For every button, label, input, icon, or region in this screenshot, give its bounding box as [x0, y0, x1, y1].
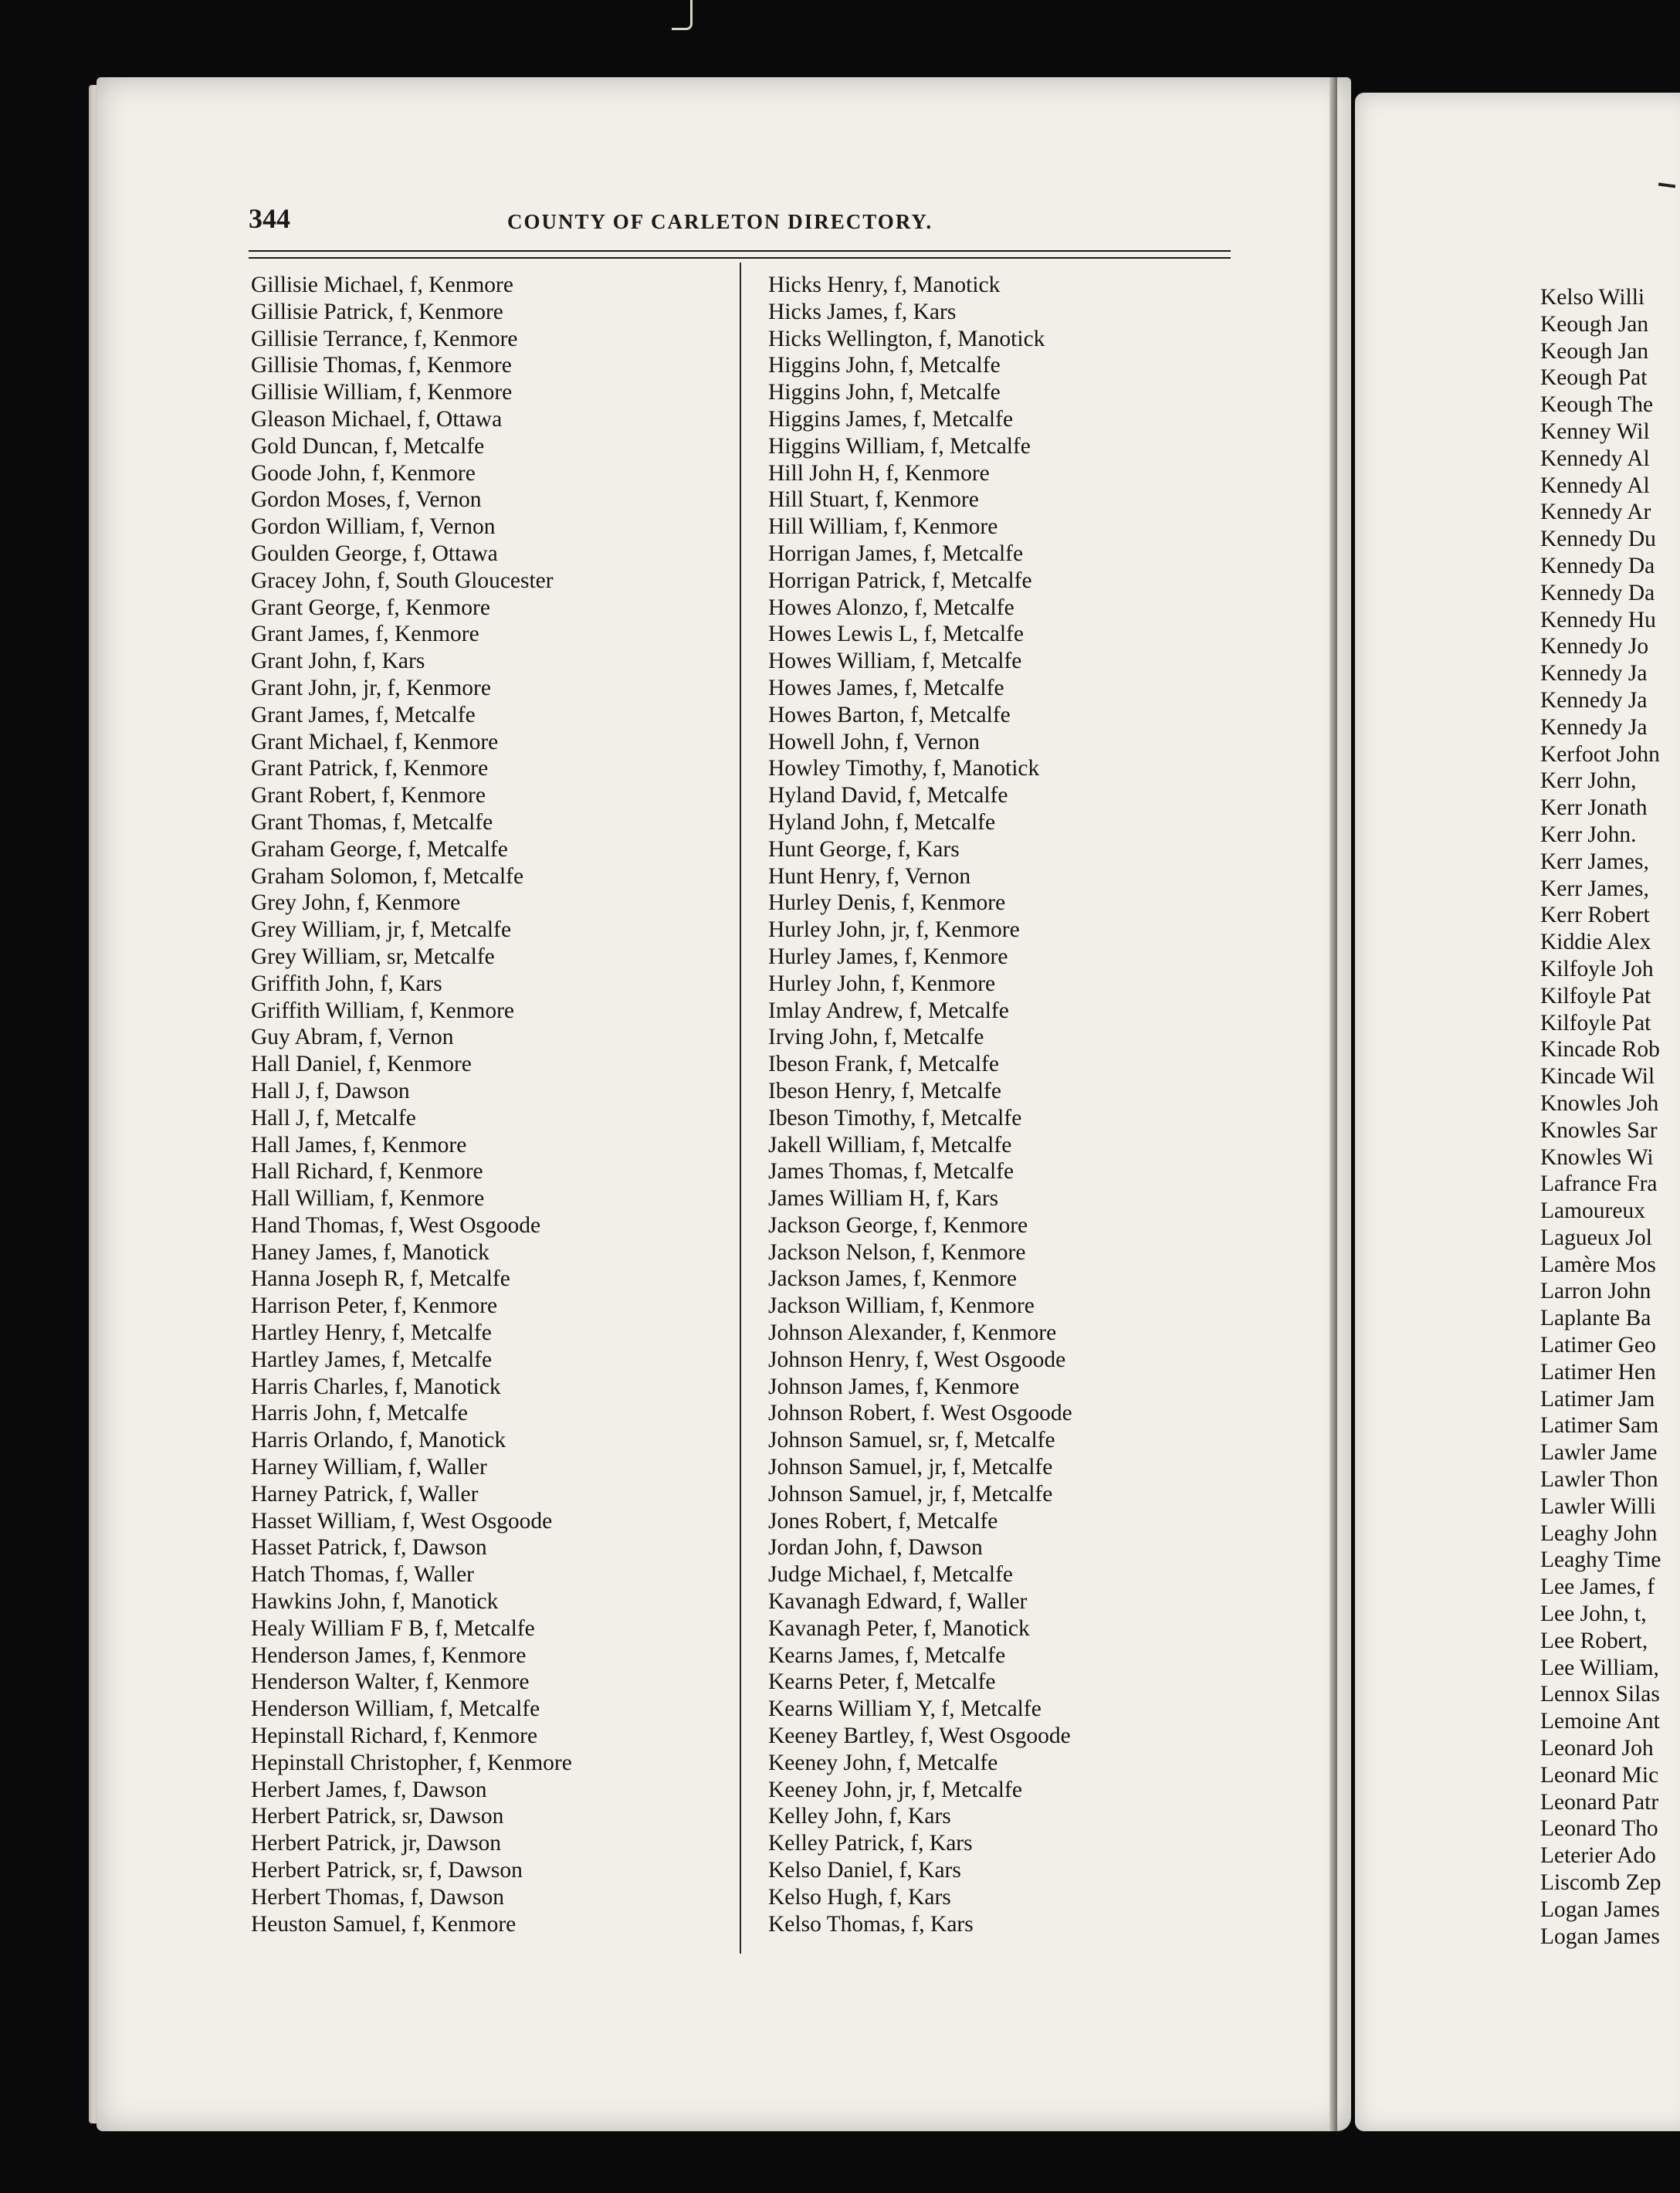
directory-entry: Grant George, f, Kenmore — [251, 595, 490, 620]
directory-entry: Gillisie William, f, Kenmore — [251, 380, 513, 405]
directory-entry: Gordon William, f, Vernon — [251, 514, 496, 540]
directory-entry: Laplante Ba — [1540, 1306, 1651, 1331]
directory-entry: Keeney John, f, Metcalfe — [768, 1750, 998, 1775]
header-rule — [249, 250, 1231, 259]
directory-entry: Howes Lewis L, f, Metcalfe — [768, 622, 1024, 647]
directory-entry: Keough The — [1540, 392, 1654, 418]
directory-entry: Johnson Robert, f. West Osgoode — [768, 1401, 1072, 1426]
page-number: 344 — [249, 203, 290, 234]
binding-mark — [672, 0, 693, 30]
directory-entry: Healy William F B, f, Metcalfe — [251, 1615, 535, 1641]
directory-entry: Kerr John. — [1540, 822, 1637, 847]
directory-entry: Henderson James, f, Kenmore — [251, 1642, 527, 1668]
directory-entry: Keeney John, jr, f, Metcalfe — [768, 1777, 1022, 1802]
directory-entry: Irving John, f, Metcalfe — [768, 1025, 984, 1050]
directory-entry: Jordan John, f, Dawson — [768, 1535, 983, 1561]
directory-entry: Howes James, f, Metcalfe — [768, 675, 1004, 700]
directory-entry: Hill Stuart, f, Kenmore — [768, 487, 979, 513]
directory-entry: Ibeson Henry, f, Metcalfe — [768, 1078, 1001, 1103]
directory-entry: Hurley John, jr, f, Kenmore — [768, 917, 1020, 943]
directory-entry: Kennedy Da — [1540, 580, 1655, 605]
directory-entry: Johnson Samuel, jr, f, Metcalfe — [768, 1455, 1053, 1480]
directory-entry: Imlay Andrew, f, Metcalfe — [768, 998, 1009, 1023]
directory-entry: Kiddie Alex — [1540, 930, 1651, 955]
directory-entry: Johnson Samuel, sr, f, Metcalfe — [768, 1428, 1055, 1453]
directory-entry: Gillisie Patrick, f, Kenmore — [251, 299, 503, 324]
directory-entry: Kilfoyle Pat — [1540, 983, 1651, 1008]
running-title: COUNTY OF CARLETON DIRECTORY. — [507, 210, 933, 233]
directory-entry: Kelso Thomas, f, Kars — [768, 1911, 974, 1937]
directory-entry: Knowles Joh — [1540, 1090, 1659, 1116]
directory-entry: Hyland John, f, Metcalfe — [768, 809, 996, 835]
directory-entry: Kennedy Ja — [1540, 661, 1648, 686]
directory-entry: Kennedy Jo — [1540, 634, 1649, 659]
directory-entry: Herbert Patrick, jr, Dawson — [251, 1831, 502, 1856]
directory-entry: Johnson Samuel, jr, f, Metcalfe — [768, 1481, 1053, 1507]
directory-entry: Kelso Daniel, f, Kars — [768, 1858, 961, 1883]
directory-entry: Kearns James, f, Metcalfe — [768, 1642, 1006, 1668]
directory-entry: Jackson William, f, Kenmore — [768, 1293, 1035, 1319]
directory-entry: Kerr John, — [1540, 768, 1637, 794]
directory-entry: Hasset William, f, West Osgoode — [251, 1508, 553, 1534]
directory-column-left — [251, 272, 730, 1937]
directory-entry: Hill John H, f, Kenmore — [768, 460, 990, 486]
directory-entry: Grey John, f, Kenmore — [251, 890, 461, 916]
directory-entry: Hurley Denis, f, Kenmore — [768, 890, 1006, 916]
directory-entry: Lawler Thon — [1540, 1467, 1658, 1493]
directory-entry: Higgins John, f, Metcalfe — [768, 353, 1001, 378]
directory-entry: Lee William, — [1540, 1655, 1659, 1680]
directory-entry: Latimer Sam — [1540, 1413, 1659, 1439]
directory-entry: Goode John, f, Kenmore — [251, 460, 476, 486]
directory-entry: Kerr Robert — [1540, 903, 1650, 928]
directory-entry: Keeney Bartley, f, West Osgoode — [768, 1724, 1071, 1749]
directory-entry: Herbert James, f, Dawson — [251, 1777, 487, 1802]
directory-entry: Kennedy Al — [1540, 473, 1650, 498]
directory-entry: Lawler Willi — [1540, 1493, 1656, 1519]
directory-entry: Lagueux Jol — [1540, 1225, 1653, 1250]
directory-entry: Jakell William, f, Metcalfe — [768, 1132, 1012, 1158]
directory-entry: Hartley James, f, Metcalfe — [251, 1347, 493, 1372]
directory-entry: Grant Robert, f, Kenmore — [251, 783, 486, 808]
directory-entry: Goulden George, f, Ottawa — [251, 541, 498, 566]
directory-entry: Hurley John, f, Kenmore — [768, 971, 996, 996]
directory-entry: Grey William, sr, Metcalfe — [251, 944, 495, 969]
directory-entry: Hanna Joseph R, f, Metcalfe — [251, 1266, 510, 1292]
directory-entry: Howley Timothy, f, Manotick — [768, 756, 1040, 781]
directory-entry: Leonard Joh — [1540, 1736, 1654, 1761]
directory-entry: Kerr James, — [1540, 849, 1649, 874]
directory-entry: Liscomb Zep — [1540, 1870, 1661, 1896]
directory-entry: Kilfoyle Pat — [1540, 1010, 1651, 1035]
directory-entry: Lee James, f — [1540, 1574, 1655, 1600]
directory-entry: Latimer Hen — [1540, 1359, 1656, 1385]
directory-entry: Kennedy Du — [1540, 527, 1656, 552]
directory-entry: Hurley James, f, Kenmore — [768, 944, 1008, 969]
directory-entry: Judge Michael, f, Metcalfe — [768, 1562, 1013, 1588]
directory-entry: Heuston Samuel, f, Kenmore — [251, 1911, 517, 1937]
directory-entry: Kelso Hugh, f, Kars — [768, 1884, 951, 1910]
directory-entry: Hall J, f, Metcalfe — [251, 1105, 416, 1130]
directory-entry: Leonard Patr — [1540, 1789, 1659, 1815]
directory-entry: Jackson James, f, Kenmore — [768, 1266, 1017, 1292]
directory-entry: Kerfoot John — [1540, 741, 1660, 767]
directory-entry: Gordon Moses, f, Vernon — [251, 487, 482, 513]
directory-entry: Kelley John, f, Kars — [768, 1804, 951, 1829]
directory-entry: Logan James — [1540, 1924, 1660, 1949]
directory-entry: Herbert Thomas, f, Dawson — [251, 1884, 504, 1910]
directory-entry: Leterier Ado — [1540, 1843, 1656, 1869]
directory-entry: Hasset Patrick, f, Dawson — [251, 1535, 487, 1561]
directory-entry: Leaghy John — [1540, 1520, 1658, 1546]
directory-entry: Hall Daniel, f, Kenmore — [251, 1052, 472, 1077]
directory-entry: Grant John, jr, f, Kenmore — [251, 675, 491, 700]
directory-entry: Henderson Walter, f, Kenmore — [251, 1669, 530, 1695]
directory-entry: Hawkins John, f, Manotick — [251, 1589, 499, 1615]
directory-entry: Larron John — [1540, 1279, 1651, 1304]
directory-entry: Higgins James, f, Metcalfe — [768, 406, 1014, 432]
directory-entry: Grant John, f, Kars — [251, 649, 425, 674]
directory-entry: Keough Pat — [1540, 365, 1648, 391]
directory-entry: Howes Barton, f, Metcalfe — [768, 702, 1011, 727]
directory-entry: Hall James, f, Kenmore — [251, 1132, 467, 1158]
directory-entry: Harris John, f, Metcalfe — [251, 1401, 468, 1426]
directory-entry: Kennedy Ar — [1540, 500, 1651, 525]
directory-entry: Knowles Wi — [1540, 1144, 1654, 1170]
directory-entry: Hunt Henry, f, Vernon — [768, 863, 971, 889]
directory-entry: Knowles Sar — [1540, 1117, 1658, 1143]
directory-entry: Kincade Wil — [1540, 1064, 1655, 1090]
directory-entry: Gracey John, f, South Gloucester — [251, 568, 554, 593]
directory-entry: Kennedy Ja — [1540, 687, 1648, 713]
directory-entry: Lamoureux — [1540, 1198, 1645, 1224]
directory-entry: Haney James, f, Manotick — [251, 1239, 489, 1265]
directory-entry: Gillisie Thomas, f, Kenmore — [251, 353, 512, 378]
directory-entry: Harrison Peter, f, Kenmore — [251, 1293, 498, 1319]
directory-entry: Johnson Alexander, f, Kenmore — [768, 1320, 1057, 1346]
directory-entry: Grant Patrick, f, Kenmore — [251, 756, 489, 781]
facing-page-column — [1540, 284, 1661, 1950]
directory-entry: Lee John, t, — [1540, 1602, 1647, 1627]
directory-entry: Keough Jan — [1540, 311, 1649, 337]
directory-entry: Hicks Henry, f, Manotick — [768, 273, 1001, 297]
directory-entry: Howes William, f, Metcalfe — [768, 649, 1022, 674]
directory-entry: Hepinstall Richard, f, Kenmore — [251, 1724, 538, 1749]
directory-entry: Henderson William, f, Metcalfe — [251, 1696, 540, 1722]
directory-entry: Jackson George, f, Kenmore — [768, 1212, 1028, 1238]
directory-entry: Kilfoyle Joh — [1540, 956, 1654, 981]
directory-entry: Kennedy Hu — [1540, 607, 1656, 632]
directory-entry: Hyland David, f, Metcalfe — [768, 783, 1008, 808]
directory-entry: Lennox Silas — [1540, 1682, 1660, 1707]
directory-entry: Hicks Wellington, f, Manotick — [768, 326, 1045, 351]
directory-entry: Jackson Nelson, f, Kenmore — [768, 1239, 1026, 1265]
directory-entry: Grant James, f, Metcalfe — [251, 702, 476, 727]
directory-entry: Hepinstall Christopher, f, Kenmore — [251, 1750, 572, 1775]
directory-entry: Hill William, f, Kenmore — [768, 514, 998, 540]
directory-entry: Kavanagh Edward, f, Waller — [768, 1589, 1028, 1615]
directory-entry: Hall William, f, Kenmore — [251, 1186, 485, 1212]
directory-entry: Jones Robert, f, Metcalfe — [768, 1508, 998, 1534]
directory-entry: Kenney Wil — [1540, 419, 1650, 444]
directory-entry: Herbert Patrick, sr, Dawson — [251, 1804, 504, 1829]
directory-entry: Kelley Patrick, f, Kars — [768, 1831, 973, 1856]
directory-entry: Horrigan Patrick, f, Metcalfe — [768, 568, 1032, 593]
directory-entry: Horrigan James, f, Metcalfe — [768, 541, 1024, 566]
directory-entry: Kelso Willi — [1540, 285, 1645, 310]
directory-entry: Kennedy Ja — [1540, 714, 1648, 740]
directory-entry: Lawler Jame — [1540, 1440, 1658, 1466]
directory-entry: Logan James — [1540, 1896, 1660, 1922]
directory-entry: Gillisie Michael, f, Kenmore — [251, 273, 513, 297]
directory-entry: Ibeson Timothy, f, Metcalfe — [768, 1105, 1022, 1130]
directory-entry: Guy Abram, f, Vernon — [251, 1025, 454, 1050]
directory-entry: Leonard Tho — [1540, 1816, 1658, 1842]
column-divider — [740, 263, 741, 1954]
directory-entry: Grant James, f, Kenmore — [251, 622, 479, 647]
directory-entry: Hicks James, f, Kars — [768, 299, 957, 324]
directory-entry: Johnson James, f, Kenmore — [768, 1374, 1020, 1399]
directory-entry: Gillisie Terrance, f, Kenmore — [251, 326, 518, 351]
directory-entry: Hall Richard, f, Kenmore — [251, 1159, 483, 1185]
book-gutter — [1329, 77, 1337, 2131]
directory-entry: Harney Patrick, f, Waller — [251, 1481, 479, 1507]
directory-entry: Higgins William, f, Metcalfe — [768, 433, 1031, 459]
directory-entry: Leaghy Time — [1540, 1547, 1661, 1573]
directory-entry: Kincade Rob — [1540, 1037, 1660, 1063]
directory-entry: Ibeson Frank, f, Metcalfe — [768, 1052, 999, 1077]
directory-entry: Griffith William, f, Kenmore — [251, 998, 514, 1023]
directory-entry: Griffith John, f, Kars — [251, 971, 442, 996]
directory-entry: Latimer Jam — [1540, 1386, 1655, 1412]
directory-entry: Grant Michael, f, Kenmore — [251, 729, 499, 754]
directory-entry: Latimer Geo — [1540, 1333, 1656, 1358]
directory-entry: Lee Robert, — [1540, 1628, 1648, 1653]
directory-entry: Harris Charles, f, Manotick — [251, 1374, 501, 1399]
directory-entry: Hall J, f, Dawson — [251, 1078, 410, 1103]
facing-page — [1355, 93, 1680, 2131]
directory-entry: Howell John, f, Vernon — [768, 729, 980, 754]
directory-entry: Herbert Patrick, sr, f, Dawson — [251, 1858, 523, 1883]
directory-entry: Lemoine Ant — [1540, 1709, 1660, 1734]
directory-entry: Kennedy Da — [1540, 553, 1655, 578]
directory-entry: Kavanagh Peter, f, Manotick — [768, 1615, 1030, 1641]
directory-entry: Keough Jan — [1540, 338, 1649, 364]
directory-entry: Hand Thomas, f, West Osgoode — [251, 1212, 541, 1238]
directory-entry: James Thomas, f, Metcalfe — [768, 1159, 1014, 1185]
directory-entry: Kearns William Y, f, Metcalfe — [768, 1696, 1042, 1722]
directory-entry: Gleason Michael, f, Ottawa — [251, 406, 503, 432]
directory-entry: Kearns Peter, f, Metcalfe — [768, 1669, 996, 1695]
directory-entry: Hartley Henry, f, Metcalfe — [251, 1320, 492, 1346]
directory-entry: Hunt George, f, Kars — [768, 836, 960, 862]
directory-entry: Kerr Jonath — [1540, 795, 1648, 821]
directory-entry: Higgins John, f, Metcalfe — [768, 380, 1001, 405]
directory-entry: Grey William, jr, f, Metcalfe — [251, 917, 512, 943]
directory-entry: Howes Alonzo, f, Metcalfe — [768, 595, 1014, 620]
directory-entry: Gold Duncan, f, Metcalfe — [251, 433, 485, 459]
directory-entry: Hatch Thomas, f, Waller — [251, 1562, 474, 1588]
directory-entry: Harris Orlando, f, Manotick — [251, 1428, 506, 1453]
directory-entry: Harney William, f, Waller — [251, 1455, 487, 1480]
directory-entry: Kerr James, — [1540, 876, 1649, 901]
directory-entry: Lafrance Fra — [1540, 1171, 1658, 1197]
directory-entry: Johnson Henry, f, West Osgoode — [768, 1347, 1066, 1372]
directory-entry: Kennedy Al — [1540, 446, 1650, 471]
directory-column-right — [768, 272, 1247, 1937]
directory-entry: Leonard Mic — [1540, 1762, 1659, 1788]
directory-entry: Grant Thomas, f, Metcalfe — [251, 809, 493, 835]
directory-entry: Graham Solomon, f, Metcalfe — [251, 863, 524, 889]
directory-entry: Graham George, f, Metcalfe — [251, 836, 508, 862]
directory-entry: Lamère Mos — [1540, 1252, 1656, 1277]
directory-entry: James William H, f, Kars — [768, 1186, 999, 1212]
